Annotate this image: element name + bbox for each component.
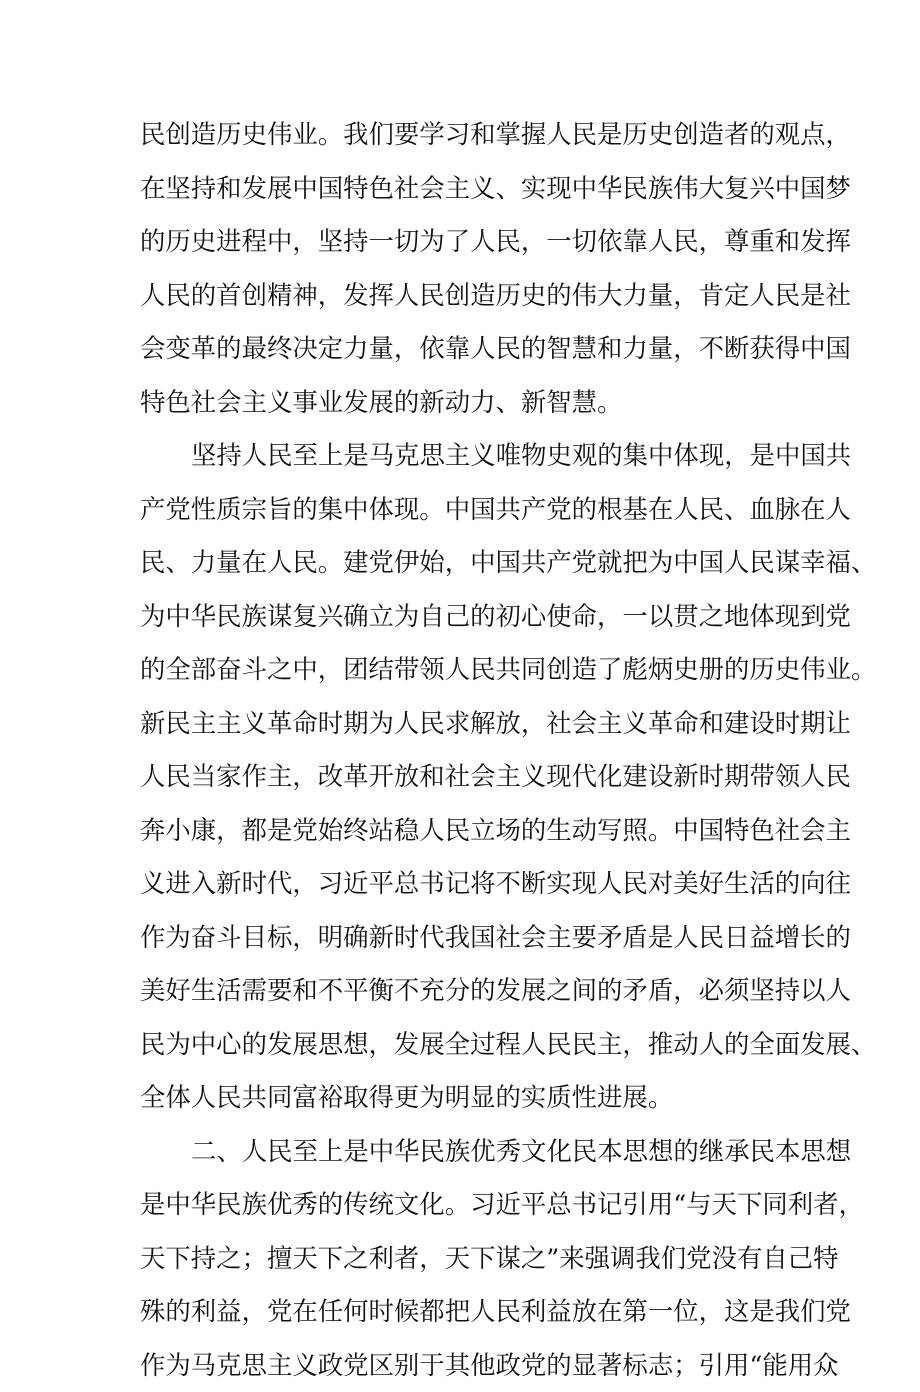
text-line: 美好生活需要和不平衡不充分的发展之间的矛盾，必须坚持以人 <box>140 964 800 1018</box>
text-line: 产党性质宗旨的集中体现。中国共产党的根基在人民、血脉在人 <box>140 483 800 537</box>
text-line: 民为中心的发展思想，发展全过程人民民主，推动人的全面发展、 <box>140 1018 800 1072</box>
text-line: 的全部奋斗之中，团结带领人民共同创造了彪炳史册的历史伟业。 <box>140 643 800 697</box>
text-line: 全体人民共同富裕取得更为明显的实质性进展。 <box>140 1071 800 1125</box>
text-line: 为中华民族谋复兴确立为自己的初心使命，一以贯之地体现到党 <box>140 590 800 644</box>
text-line: 作为马克思主义政党区别于其他政党的显著标志；引用“能用众 <box>140 1339 800 1392</box>
text-line: 奔小康，都是党始终站稳人民立场的生动写照。中国特色社会主 <box>140 804 800 858</box>
text-line: 特色社会主义事业发展的新动力、新智慧。 <box>140 376 800 430</box>
text-line: 天下持之；擅天下之利者，天下谋之”来强调我们党没有自己特 <box>140 1232 800 1286</box>
text-line: 在坚持和发展中国特色社会主义、实现中华民族伟大复兴中国梦 <box>140 162 800 216</box>
text-line: 人民的首创精神，发挥人民创造历史的伟大力量，肯定人民是社 <box>140 269 800 323</box>
body-text <box>140 108 800 1392</box>
text-line: 是中华民族优秀的传统文化。习近平总书记引用“与天下同利者， <box>140 1178 800 1232</box>
paragraph-start-line: 坚持人民至上是马克思主义唯物史观的集中体现，是中国共 <box>140 429 800 483</box>
text-line: 民、力量在人民。建党伊始，中国共产党就把为中国人民谋幸福、 <box>140 536 800 590</box>
section-heading-line: 二、人民至上是中华民族优秀文化民本思想的继承民本思想 <box>140 1125 800 1179</box>
text-line: 新民主主义革命时期为人民求解放，社会主义革命和建设时期让 <box>140 697 800 751</box>
text-line: 的历史进程中，坚持一切为了人民，一切依靠人民，尊重和发挥 <box>140 215 800 269</box>
text-line: 殊的利益，党在任何时候都把人民利益放在第一位，这是我们党 <box>140 1285 800 1339</box>
text-line: 民创造历史伟业。我们要学习和掌握人民是历史创造者的观点， <box>140 108 800 162</box>
text-line: 人民当家作主，改革开放和社会主义现代化建设新时期带领人民 <box>140 750 800 804</box>
text-line: 义进入新时代，习近平总书记将不断实现人民对美好生活的向往 <box>140 857 800 911</box>
text-line: 会变革的最终决定力量，依靠人民的智慧和力量，不断获得中国 <box>140 322 800 376</box>
text-line: 作为奋斗目标，明确新时代我国社会主要矛盾是人民日益增长的 <box>140 911 800 965</box>
